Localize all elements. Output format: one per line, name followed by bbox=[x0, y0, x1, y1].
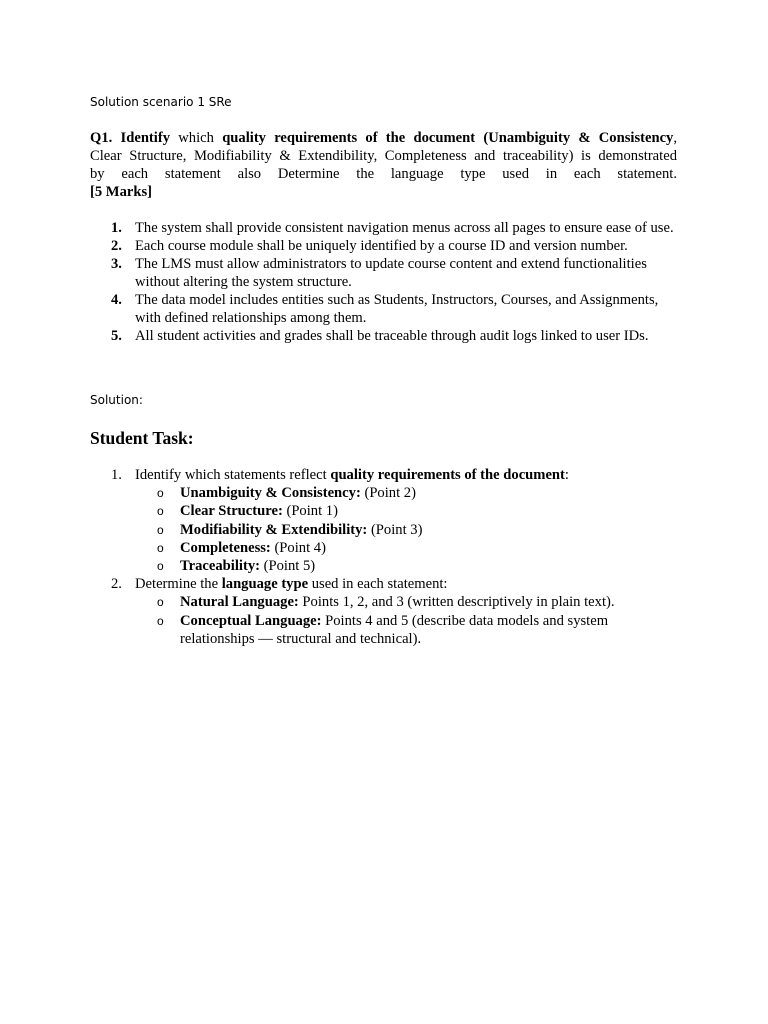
sub-item-text: (Point 5) bbox=[259, 558, 316, 575]
task-suffix: : bbox=[564, 467, 569, 483]
bullet-icon: o bbox=[157, 613, 164, 628]
sub-item-bold: Conceptual Language: bbox=[180, 612, 322, 629]
question-line-3: by each statement also Determine the language type used in each statement. bbox=[90, 166, 677, 182]
statement-text: All student activities and grades shall be traceable through audit logs linked to user IDs. bbox=[135, 328, 649, 344]
bullet-icon: o bbox=[157, 504, 164, 519]
sub-item-bold: Unambiguity & Consistency: bbox=[180, 485, 361, 502]
statement-item bbox=[90, 219, 677, 237]
statement-number: 4. bbox=[111, 292, 122, 308]
question-label: Q1. bbox=[90, 130, 113, 146]
statement-item bbox=[90, 255, 677, 291]
task-prefix: Identify which statements reflect bbox=[135, 467, 331, 483]
question-marks-line bbox=[90, 183, 677, 201]
statement-item bbox=[90, 327, 677, 345]
statement-item bbox=[90, 291, 677, 327]
statement-text: Each course module shall be uniquely identified by a course ID and version number. bbox=[135, 238, 628, 254]
statement-text: The data model includes entities such as Students, Instructors, Courses, and Assignments, with defined relationships among them. bbox=[135, 292, 659, 326]
bullet-icon: o bbox=[157, 522, 164, 537]
task-prefix: Determine the bbox=[135, 576, 222, 593]
sub-item bbox=[135, 484, 677, 502]
sub-item-text: (Point 2) bbox=[360, 485, 416, 502]
sub-item-text: (Point 4) bbox=[270, 539, 326, 556]
question-which: which bbox=[178, 130, 214, 146]
statement-number: 1. bbox=[111, 220, 122, 236]
sub-item-text: Points 1, 2, and 3 (written descriptively in plain text). bbox=[298, 594, 615, 611]
sub-item bbox=[135, 557, 677, 575]
statement-number: 2. bbox=[111, 238, 122, 254]
sub-item-bold: Completeness: bbox=[180, 539, 271, 556]
task-suffix: used in each statement: bbox=[308, 576, 448, 593]
tasks-list bbox=[90, 466, 677, 648]
sub-item-text: (Point 3) bbox=[367, 521, 423, 538]
sub-item-text: Points 4 and 5 (describe data models and system relationships — structural and technical). bbox=[180, 612, 609, 647]
sub-item-text: (Point 1) bbox=[282, 503, 338, 520]
sub-item bbox=[135, 502, 677, 520]
sub-item-bold: Traceability: bbox=[180, 558, 260, 575]
sub-item-bold: Natural Language: bbox=[180, 594, 299, 611]
bullet-icon: o bbox=[157, 559, 164, 574]
sub-item bbox=[135, 521, 677, 539]
task-item bbox=[90, 575, 677, 648]
sub-item bbox=[135, 593, 677, 611]
statement-text: The LMS must allow administrators to update course content and extend functionalities without altering the system structure. bbox=[135, 256, 647, 290]
bullet-icon: o bbox=[157, 595, 164, 610]
statement-item bbox=[90, 237, 677, 255]
question-identify: Identify bbox=[120, 130, 171, 146]
task-sublist bbox=[135, 484, 677, 575]
bullet-icon: o bbox=[157, 486, 164, 501]
task-number: 1. bbox=[111, 467, 122, 483]
question-line-2: Clear Structure, Modifiability & Extendibility, Completeness and traceability) is demonstrated bbox=[90, 148, 677, 164]
question-comma: , bbox=[673, 130, 678, 146]
statements-list bbox=[90, 219, 677, 345]
question-bold-phrase: quality requirements of the document (Unambiguity & Consistency bbox=[222, 130, 674, 146]
question-line-1 bbox=[90, 129, 677, 147]
task-number: 2. bbox=[111, 576, 122, 593]
document-title: Solution scenario 1 SRe bbox=[90, 95, 232, 109]
bullet-icon: o bbox=[157, 540, 164, 555]
task-heading: Student Task: bbox=[90, 428, 194, 448]
sub-item bbox=[135, 539, 677, 557]
statement-text: The system shall provide consistent navigation menus across all pages to ensure ease of use. bbox=[135, 220, 674, 236]
task-bold: quality requirements of the document bbox=[330, 467, 565, 483]
task-sublist bbox=[135, 593, 677, 648]
solution-label: Solution: bbox=[90, 393, 143, 407]
question-marks: [5 Marks] bbox=[90, 184, 153, 200]
sub-item-bold: Modifiability & Extendibility: bbox=[180, 521, 368, 538]
question-paragraph bbox=[90, 129, 677, 201]
task-item bbox=[90, 466, 677, 575]
sub-item-bold: Clear Structure: bbox=[180, 503, 283, 520]
sub-item bbox=[135, 612, 677, 648]
statement-number: 3. bbox=[111, 256, 122, 272]
task-bold: language type bbox=[221, 576, 309, 593]
statement-number: 5. bbox=[111, 328, 122, 344]
